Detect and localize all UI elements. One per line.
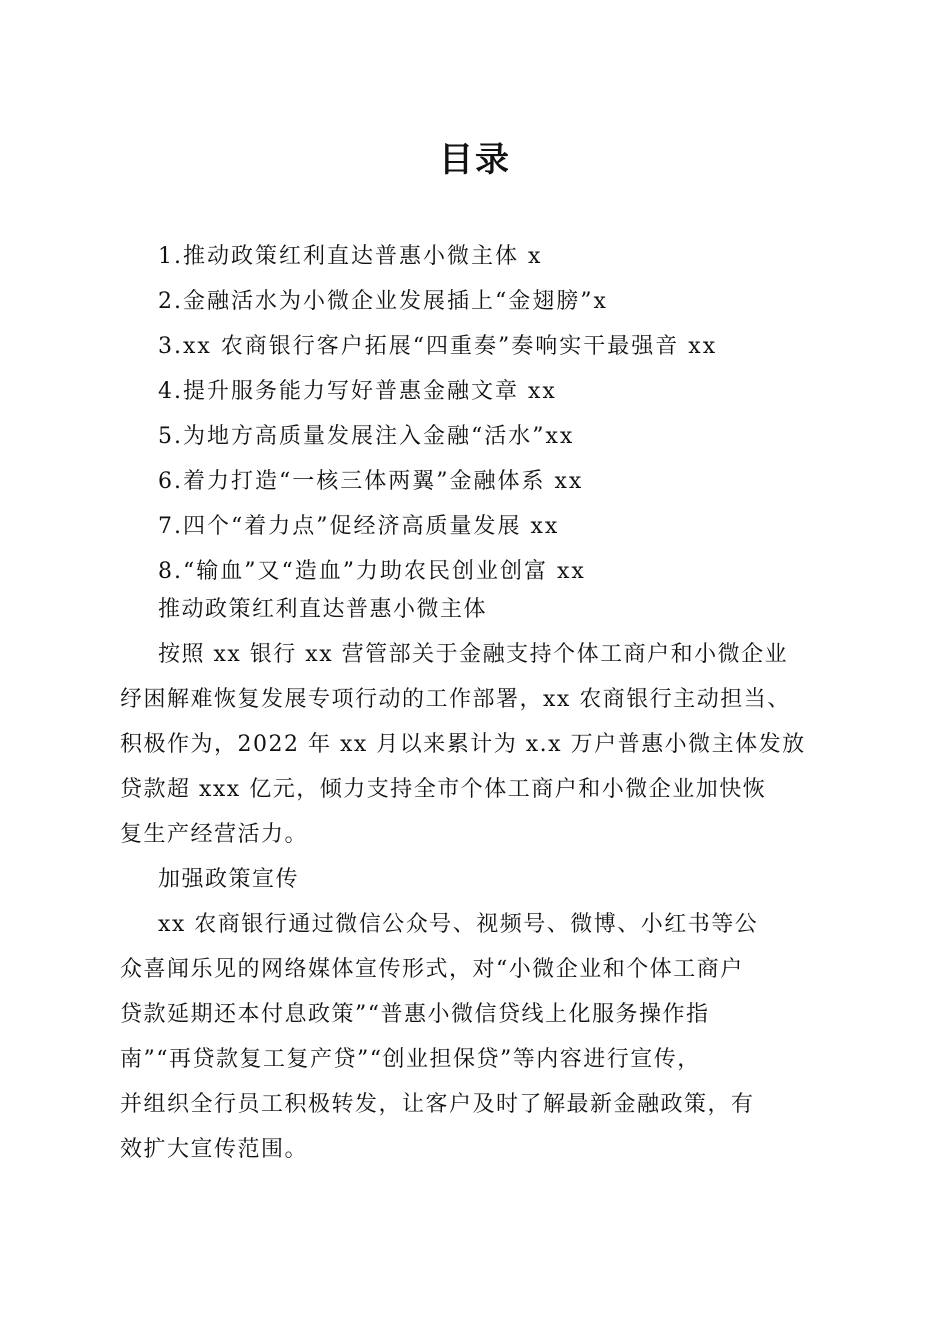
paragraph-1: [120, 632, 832, 857]
paragraph-line: xx 农商银行通过微信公众号、视频号、微博、小红书等公: [158, 912, 759, 937]
paragraph-line: 贷款延期还本付息政策”“普惠小微信贷线上化服务操作指: [120, 1002, 710, 1027]
document-body: [120, 587, 832, 1172]
page-title: 目录: [439, 140, 511, 180]
paragraph-line: 纾困解难恢复发展专项行动的工作部署，xx 农商银行主动担当、: [120, 687, 791, 712]
paragraph-line: 效扩大宣传范围。: [120, 1137, 309, 1162]
paragraph-line: 众喜闻乐见的网络媒体宣传形式，对“小微企业和个体工商户: [120, 957, 744, 982]
section-title: 推动政策红利直达普惠小微主体: [158, 597, 488, 622]
toc-item-6: 6.着力打造“一核三体两翼”金融体系 xx: [158, 469, 584, 494]
toc-item-1: 1.推动政策红利直达普惠小微主体 x: [158, 244, 543, 269]
paragraph-line: 按照 xx 银行 xx 营管部关于金融支持个体工商户和小微企业: [158, 642, 789, 667]
toc-item-7: 7.四个“着力点”促经济高质量发展 xx: [158, 514, 560, 539]
toc-item-5: 5.为地方高质量发展注入金融“活水”xx: [158, 424, 575, 449]
toc-item-8: 8.“输血”又“造血”力助农民创业创富 xx: [158, 559, 586, 584]
paragraph-line: 复生产经营活力。: [120, 822, 309, 847]
toc-item-4: 4.提升服务能力写好普惠金融文章 xx: [158, 379, 557, 404]
table-of-contents: [158, 234, 858, 594]
toc-item-3: 3.xx 农商银行客户拓展“四重奏”奏响实干最强音 xx: [158, 334, 718, 359]
subheading: 加强政策宣传: [158, 867, 300, 892]
paragraph-2: [120, 902, 832, 1172]
paragraph-line: 贷款超 xxx 亿元，倾力支持全市个体工商户和小微企业加快恢: [120, 777, 767, 802]
paragraph-line: 积极作为，2022 年 xx 月以来累计为 x.x 万户普惠小微主体发放: [120, 732, 806, 757]
toc-item-2: 2.金融活水为小微企业发展插上“金翅膀”x: [158, 289, 608, 314]
paragraph-line: 并组织全行员工积极转发，让客户及时了解最新金融政策，有: [120, 1092, 755, 1117]
paragraph-line: 南”“再贷款复工复产贷”“创业担保贷”等内容进行宣传，: [120, 1047, 701, 1072]
